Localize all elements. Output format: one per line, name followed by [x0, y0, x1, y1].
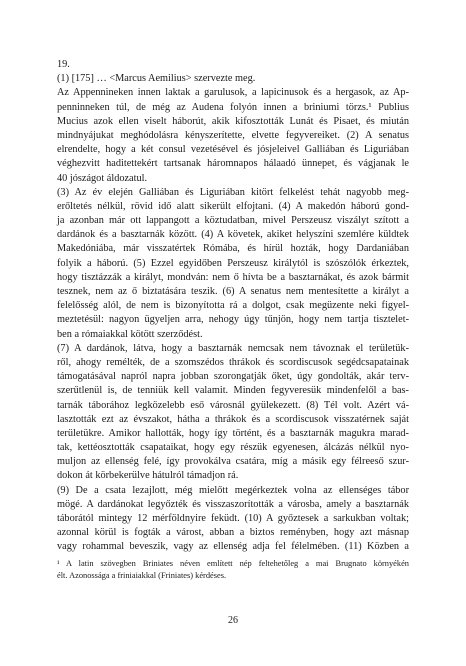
footnote	[57, 558, 409, 582]
text-line: (9) De a csata lezajlott, még mielőtt megérkeztek volna az ellenséges tábor	[57, 484, 409, 496]
text-line: tarnák táborához legközelebb eső városnál gyülekezett. (8) Tél volt. Azért vá-	[57, 399, 409, 411]
text-line: Makedóniába, már visszatértek Rómába, és hírül hozták, hogy Dardaniában	[57, 243, 409, 255]
text-line: véghezvitt haditettekért tartsanak háromnapos hálaadó ünnepet, és vágjanak le	[57, 158, 409, 170]
text-line: lasztották ezt az évszakot, hátha a thrákok és a scordiscusok visszatérnek saját	[57, 413, 409, 425]
text-line: folyik a háború. (5) Ezzel egyidőben Perszeusz királytól is szószólók érkeztek,	[57, 257, 409, 269]
chapter-number: 19.	[57, 59, 70, 70]
text-line: 40 jószágot áldozatul.	[57, 172, 148, 184]
text-line: tesznek, nem az ő biztatására teszik. (6) A senatus nem mentesítette a királyt a	[57, 286, 409, 297]
text-line: erőltetés nélkül, rövid idő alatt sikerült elfojtani. (4) A makedón háború gond-	[57, 200, 409, 212]
text-line: (1) [175] … <Marcus Aemilius> szervezte meg.	[57, 73, 256, 85]
text-line: ja azonban már ott lappangott a köztudatban, mivel Perszeusz viszályt szított a	[57, 215, 409, 227]
text-line: muljon az ellenség felé, így provokálva csatára, míg a másik egy félreeső szur-	[57, 456, 409, 468]
text-line: ben a rómaiakkal kötött szerződést.	[57, 328, 203, 340]
page-number: 26	[228, 615, 238, 626]
text-line: mindnyájukat meghódolásra kényszerítette, elvette fegyvereiket. (2) A senatus	[57, 129, 409, 141]
text-line: mögé. A dardánokat legyőzték és visszaszorították a városba, amely a basztarnák	[57, 498, 409, 510]
text-line: támogatásával napról napra jobban szorongatják őket, úgy gondolták, akár terv-	[57, 371, 409, 383]
text-line: vagy rohammal beveszik, vagy az ellenség adja fel félelmében. (11) Közben a	[57, 541, 409, 553]
text-line: (3) Az év elején Galliában és Liguriában kitört felkelést tehát nagyobb meg-	[57, 186, 409, 198]
main-text	[57, 58, 409, 555]
text-line: (7) A dardánok, látva, hogy a basztarnák nemcsak nem távoznak el területük-	[57, 342, 409, 354]
text-line: tak, kettéosztották csapataikat, hogy egy részük egyenesen, álcázás nélkül nyo-	[57, 442, 409, 454]
text-line: szerűtlenül is, de tenniük kell valamit. Minden fegyveresük mindenfelől a bas-	[57, 385, 409, 397]
text-line: területükre. Amikor hallották, hogy így történt, és a basztarnák magukra marad-	[57, 427, 409, 439]
paragraph-lines	[57, 72, 409, 554]
text-line: hogy tisztázzák a királyt, mondván: nem ő hívta be a basztarnákat, és azok bármit	[57, 271, 409, 283]
text-line: Mucius azok ellen viselt háborút, akik kifosztották Lunát és Pisaet, és miután	[57, 115, 409, 127]
text-line: táborától mintegy 12 mérföldnyire feküdt. (10) A győztesek a sarkukban voltak;	[57, 513, 409, 524]
text-line: penninneken túl, de még az Audena folyón innen a briniumi törzs.¹ Publius	[57, 101, 409, 113]
text-line: dardánok és a basztarnák között. (4) A követek, akiket helyszíni szemlére küldtek	[57, 229, 409, 241]
text-line: felelősség alól, de nem is bizonyította rá a dolgot, csak megüzente neki figyel-	[57, 300, 409, 312]
text-line: dokon át körbekerülve hátulról támadjon rá.	[57, 470, 239, 482]
text-line: ről, ahogy remélték, de a szomszédos thrákok és scordiscusok segédcsapatainak	[57, 356, 409, 368]
text-line: élt. Azonossága a friniaiakkal (Friniates) kérdéses.	[57, 570, 227, 580]
text-line: ¹ A latin szövegben Briniates néven említett nép feltehetőleg a mai Brugnato környékén	[57, 559, 409, 568]
text-line: elrendelte, hogy a két consul vezetésével és jósjeleivel Galliában és Liguriában	[57, 144, 409, 156]
text-line: Az Appennineken innen laktak a garulusok, a lapicinusok és a hergasok, az Ap-	[57, 87, 409, 99]
text-line: meztetésül: nagyon ügyeljen arra, nehogy úgy tűnjön, hogy nem tartja tisztelet-	[57, 314, 409, 326]
text-line: azonnal körül is fogták a várost, abban a biztos reményben, hogy azt másnap	[57, 527, 409, 539]
